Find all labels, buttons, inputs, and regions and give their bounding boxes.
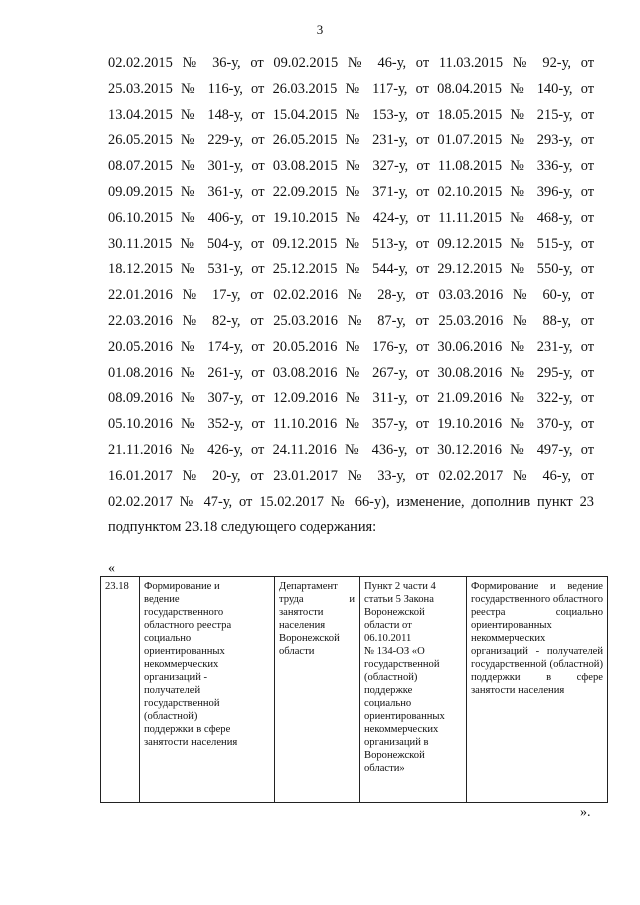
body-line: 08.07.2015 № 301-у, от 03.08.2015 № 327-у, от 11.08.2015 № 336-у, от xyxy=(108,158,594,175)
result-cell: Формирование и ведение государственного областного реестра социально ориентированных некоммерческих организаций - получателей государственной (областной) поддержки в сфере занятости населения xyxy=(467,577,608,803)
body-line: 30.11.2015 № 504-у, от 09.12.2015 № 513-у, от 09.12.2015 № 515-у, от xyxy=(108,235,594,252)
body-line: 22.01.2016 № 17-у, от 02.02.2016 № 28-у, от 03.03.2016 № 60-у, от xyxy=(108,287,594,304)
body-line: 08.09.2016 № 307-у, от 12.09.2016 № 311-у, от 21.09.2016 № 322-у, от xyxy=(108,390,594,407)
body-line: 06.10.2015 № 406-у, от 19.10.2015 № 424-у, от 11.11.2015 № 468-у, от xyxy=(108,209,594,226)
closing-quote: ». xyxy=(580,805,591,820)
executor-cell: Департамент труда и занятости населения Воронежской области xyxy=(275,577,360,803)
body-line: 13.04.2015 № 148-у, от 15.04.2015 № 153-у, от 18.05.2015 № 215-у, от xyxy=(108,106,594,123)
body-line: 22.03.2016 № 82-у, от 25.03.2016 № 87-у, от 25.03.2016 № 88-у, от xyxy=(108,312,594,329)
body-line: 16.01.2017 № 20-у, от 23.01.2017 № 33-у, от 02.02.2017 № 46-у, от xyxy=(108,467,594,484)
body-line: 18.12.2015 № 531-у, от 25.12.2015 № 544-у, от 29.12.2015 № 550-у, от xyxy=(108,261,594,278)
body-line: 02.02.2015 № 36-у, от 09.02.2015 № 46-у, от 11.03.2015 № 92-у, от xyxy=(108,55,594,71)
body-line: 02.02.2017 № 47-у, от 15.02.2017 № 66-у), изменение, дополнив пункт 23 xyxy=(108,493,594,510)
body-text xyxy=(108,51,594,541)
body-line: 20.05.2016 № 174-у, от 20.05.2016 № 176-у, от 30.06.2016 № 231-у, от xyxy=(108,338,594,355)
amendment-table xyxy=(100,576,608,803)
body-line: подпунктом 23.18 следующего содержания: xyxy=(108,519,377,536)
item-number-cell: 23.18 xyxy=(101,577,140,803)
body-line: 25.03.2015 № 116-у, от 26.03.2015 № 117-у, от 08.04.2015 № 140-у, от xyxy=(108,80,594,97)
body-line: 01.08.2016 № 261-у, от 03.08.2016 № 267-у, от 30.08.2016 № 295-у, от xyxy=(108,364,594,381)
item-name-cell: Формирование и ведение государственного областного реестра социально ориентированных некоммерческих организаций - получателей государственной (областной) поддержки в сфере занятости населения xyxy=(140,577,275,803)
table-row xyxy=(101,577,608,803)
body-line: 05.10.2016 № 352-у, от 11.10.2016 № 357-у, от 19.10.2016 № 370-у, от xyxy=(108,416,594,433)
body-line: 09.09.2015 № 361-у, от 22.09.2015 № 371-у, от 02.10.2015 № 396-у, от xyxy=(108,183,594,200)
legal-basis-cell: Пункт 2 части 4 статьи 5 Закона Воронежской области от 06.10.2011 № 134-ОЗ «О государственной (областной) поддержке социально ориентированных некоммерческих организаций в Воронежской области» xyxy=(360,577,467,803)
opening-quote: « xyxy=(108,561,115,576)
body-line: 21.11.2016 № 426-у, от 24.11.2016 № 436-у, от 30.12.2016 № 497-у, от xyxy=(108,441,594,458)
page-number: 3 xyxy=(316,22,324,37)
body-line: 26.05.2015 № 229-у, от 26.05.2015 № 231-у, от 01.07.2015 № 293-у, от xyxy=(108,132,594,149)
